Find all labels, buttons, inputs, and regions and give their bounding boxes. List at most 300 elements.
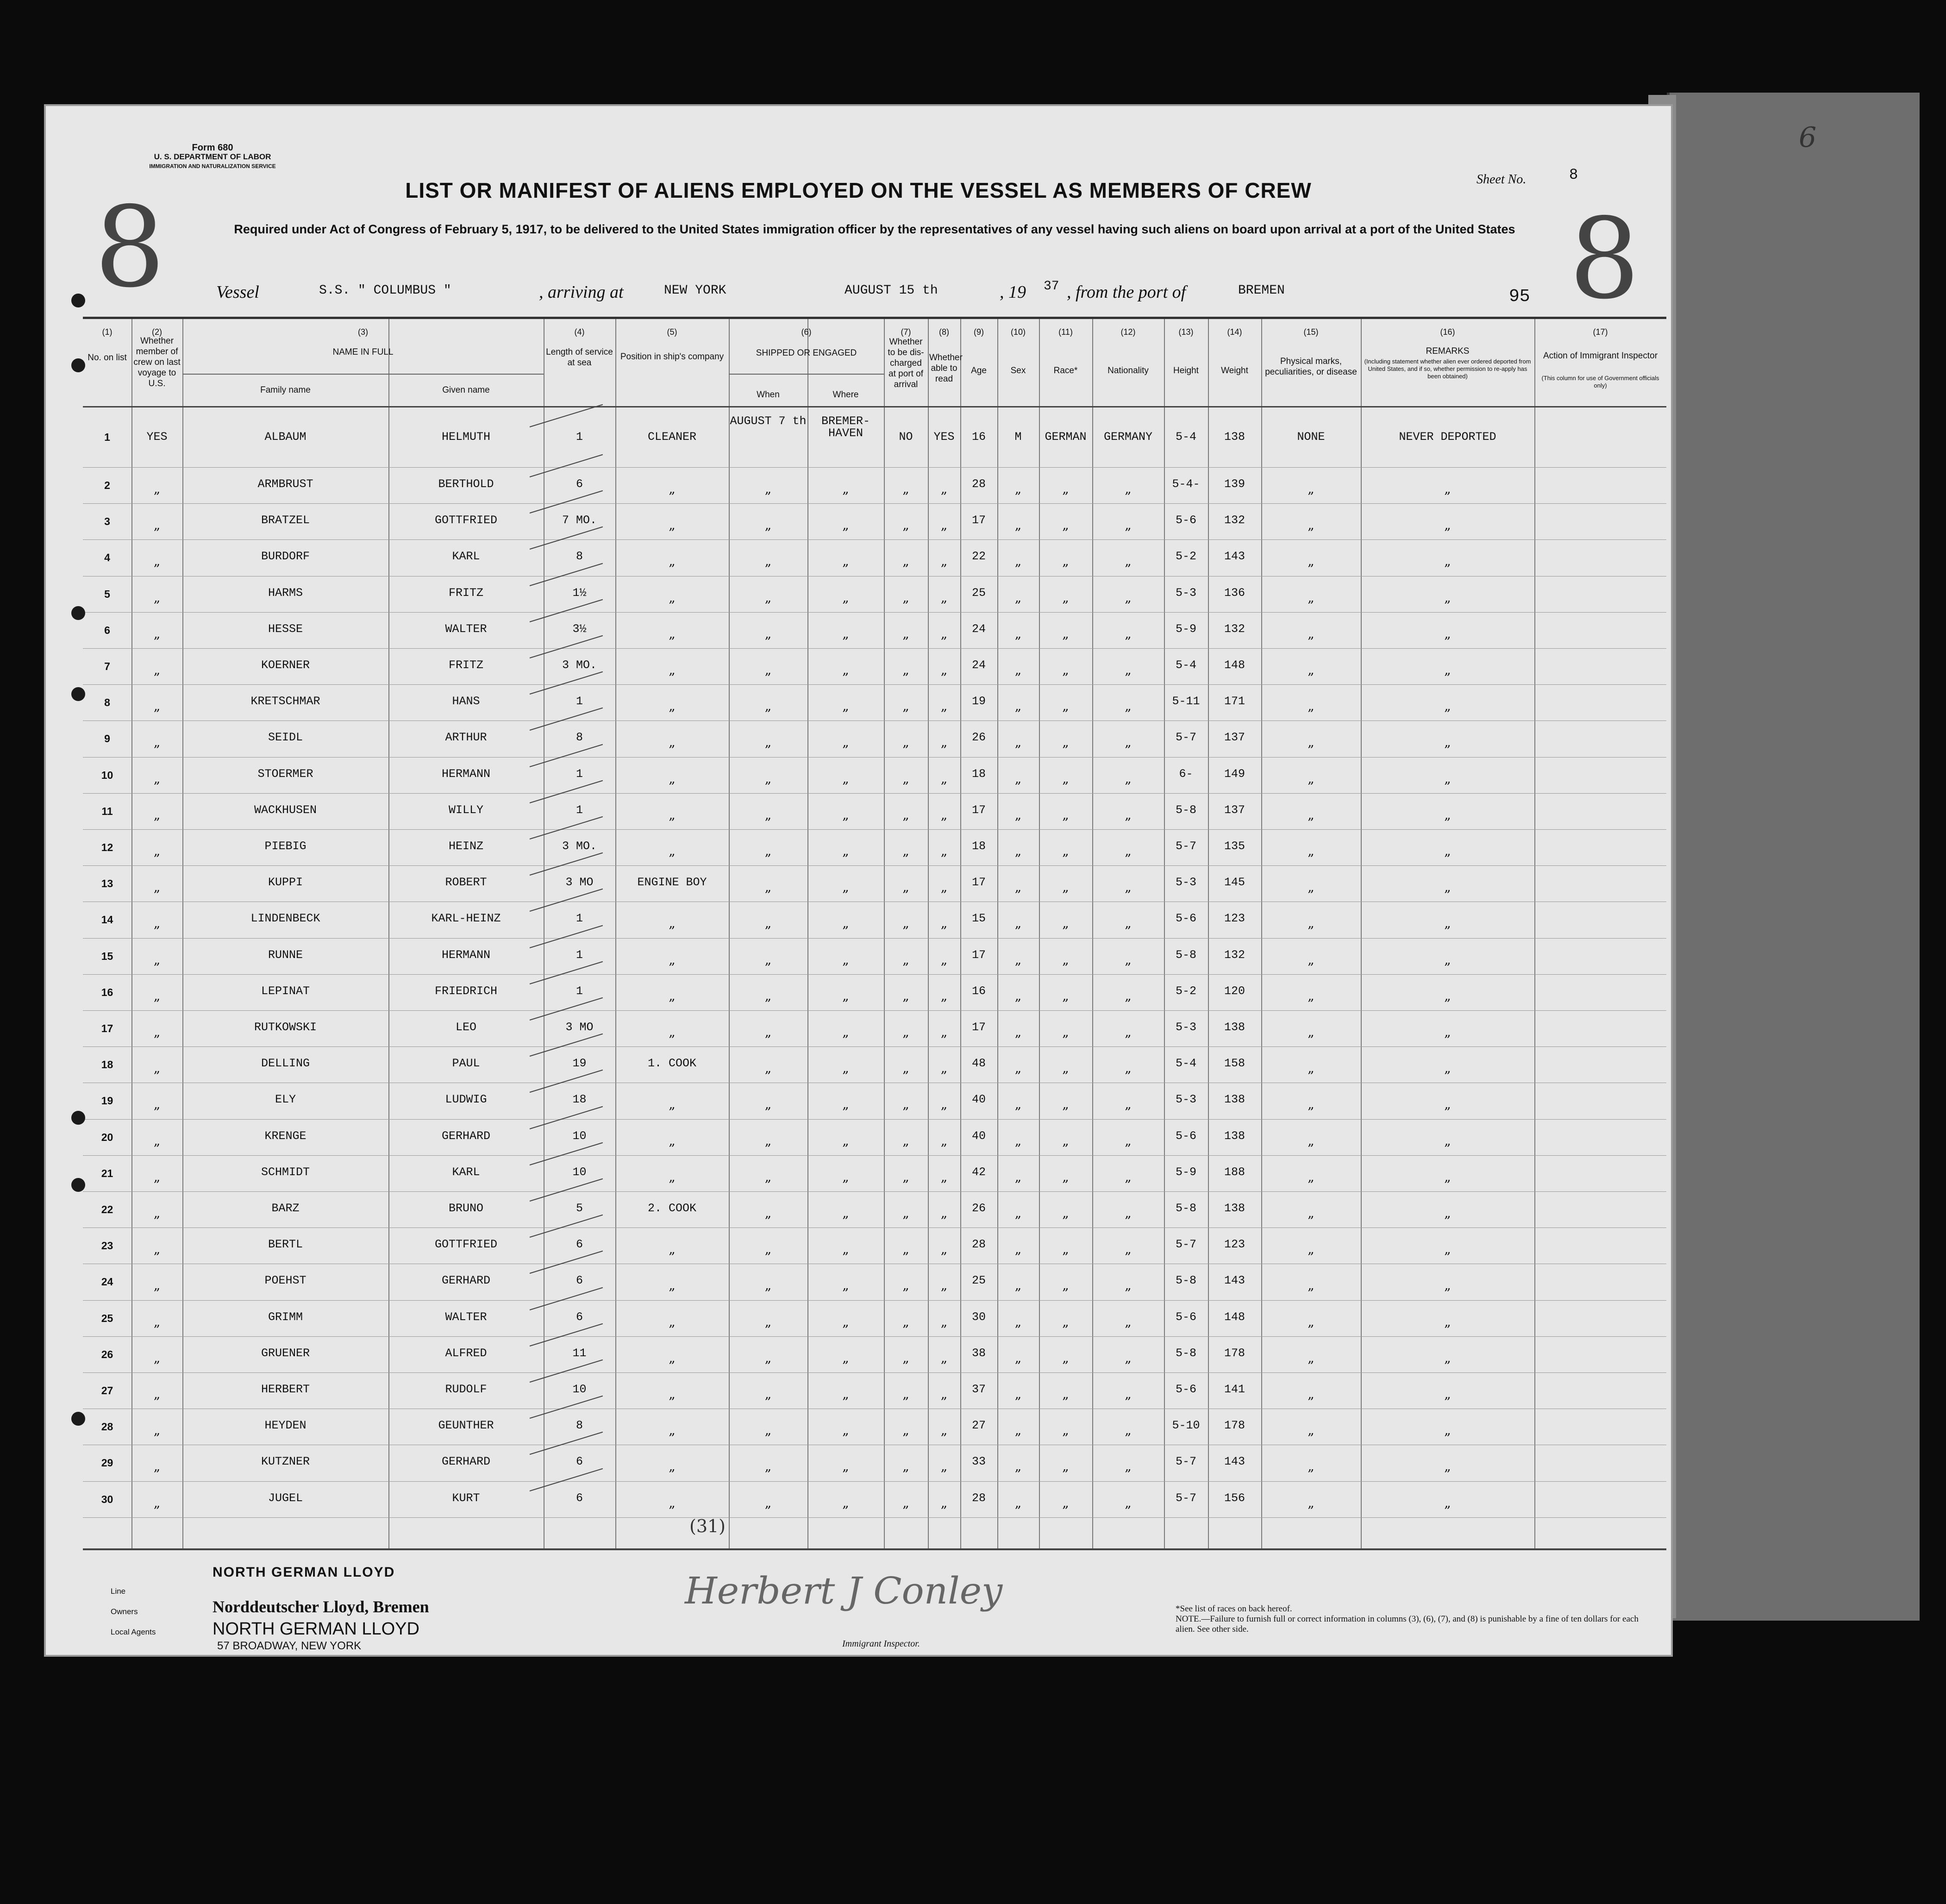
row-sex: „ <box>1014 1133 1022 1148</box>
row-discharged: „ <box>902 734 909 750</box>
row-nationality: „ <box>1125 1024 1132 1040</box>
row-able-to-read: „ <box>940 879 948 895</box>
row-physical-marks: „ <box>1308 1060 1314 1076</box>
row-last-voyage: „ <box>153 1133 161 1148</box>
row-position: ENGINE BOY <box>637 876 707 889</box>
row-position: „ <box>669 626 676 641</box>
row-weight: 137 <box>1224 731 1245 745</box>
table-row <box>83 902 1666 938</box>
row-number: 22 <box>101 1203 113 1215</box>
column-number: (16) <box>1440 327 1455 337</box>
row-sex: „ <box>1014 988 1022 1003</box>
owners-value: Norddeutscher Lloyd, Bremen <box>213 1597 429 1616</box>
row-weight: 148 <box>1224 658 1245 672</box>
row-discharged: „ <box>902 915 909 931</box>
row-family-name: ARMBRUST <box>257 477 313 491</box>
row-discharged: NO <box>899 430 913 444</box>
row-last-voyage: „ <box>153 517 161 533</box>
row-given-name: HERMANN <box>441 767 491 781</box>
row-age: 48 <box>971 1057 986 1071</box>
row-remarks: „ <box>1444 770 1451 786</box>
header-able-to-read: Whether able to read <box>929 353 963 384</box>
row-physical-marks: „ <box>1308 1459 1314 1474</box>
row-height: 6- <box>1179 767 1193 781</box>
header-discharged: Whether to be dis-charged at port of arrival <box>888 337 924 389</box>
row-nationality: „ <box>1125 734 1132 750</box>
row-physical-marks: „ <box>1308 1241 1314 1257</box>
row-position: „ <box>669 589 676 605</box>
row-able-to-read: „ <box>940 1024 948 1040</box>
row-race: „ <box>1062 662 1069 677</box>
row-shipped-where: „ <box>842 1495 849 1510</box>
row-age: 40 <box>971 1129 986 1143</box>
row-position: „ <box>669 988 676 1003</box>
row-nationality: „ <box>1125 1133 1132 1148</box>
row-number: 2 <box>104 479 110 491</box>
row-shipped-where: „ <box>842 698 849 714</box>
row-last-voyage: „ <box>153 1060 161 1076</box>
table-row <box>83 503 1666 539</box>
row-family-name: ALBAUM <box>264 430 307 444</box>
row-age: 42 <box>971 1165 986 1179</box>
row-age: 17 <box>971 948 986 962</box>
row-height: 5-6 <box>1175 514 1196 527</box>
row-family-name: KUTZNER <box>261 1455 310 1469</box>
row-nationality: „ <box>1125 1205 1132 1221</box>
row-height: 5-2 <box>1175 550 1196 564</box>
row-length-of-service: 10 <box>572 1383 587 1396</box>
row-shipped-where: „ <box>842 1169 849 1184</box>
row-discharged: „ <box>902 807 909 822</box>
row-given-name: KARL <box>452 1165 480 1179</box>
row-sex: „ <box>1014 1096 1022 1112</box>
row-shipped-when: „ <box>764 626 772 641</box>
row-height: 5-6 <box>1175 1383 1196 1396</box>
binder-hole <box>71 1178 85 1192</box>
header-nationality: Nationality <box>1108 366 1149 376</box>
row-number: 1 <box>104 431 110 443</box>
row-last-voyage: „ <box>153 553 161 569</box>
row-last-voyage: „ <box>153 770 161 786</box>
tally-slash <box>530 404 603 427</box>
row-remarks: „ <box>1444 1169 1451 1184</box>
row-last-voyage: „ <box>153 1314 161 1329</box>
row-family-name: RUNNE <box>268 948 303 962</box>
row-given-name: WALTER <box>445 622 487 636</box>
row-length-of-service: 1 <box>576 767 583 781</box>
row-sex: „ <box>1014 1241 1022 1257</box>
row-length-of-service: 10 <box>572 1129 587 1143</box>
row-given-name: PAUL <box>452 1057 480 1071</box>
row-weight: 171 <box>1224 695 1245 708</box>
row-number: 19 <box>101 1095 113 1107</box>
header-last-voyage: Whether member of crew on last voyage to U.S. <box>133 336 181 388</box>
row-shipped-when: „ <box>764 1024 772 1040</box>
row-given-name: LEO <box>455 1021 476 1034</box>
row-last-voyage: „ <box>153 626 161 641</box>
row-physical-marks: „ <box>1308 1278 1314 1293</box>
row-weight: 120 <box>1224 984 1245 998</box>
row-given-name: WALTER <box>445 1310 487 1324</box>
row-age: 33 <box>971 1455 986 1469</box>
row-race: „ <box>1062 1169 1069 1184</box>
row-age: 15 <box>971 912 986 926</box>
row-position: „ <box>669 807 676 822</box>
row-shipped-when: „ <box>764 1133 772 1148</box>
row-position: „ <box>669 1169 676 1184</box>
row-number: 25 <box>101 1312 113 1324</box>
row-shipped-when: „ <box>764 1495 772 1510</box>
row-length-of-service: 6 <box>576 477 583 491</box>
row-height: 5-7 <box>1175 1491 1196 1505</box>
row-given-name: GEUNTHER <box>438 1419 494 1433</box>
row-weight: 123 <box>1224 1238 1245 1252</box>
vessel-name: S.S. " COLUMBUS " <box>319 283 451 298</box>
row-physical-marks: „ <box>1308 952 1314 967</box>
row-length-of-service: 6 <box>576 1310 583 1324</box>
row-remarks: „ <box>1444 1096 1451 1112</box>
row-race: „ <box>1062 1495 1069 1510</box>
row-shipped-where: „ <box>842 1386 849 1402</box>
row-able-to-read: „ <box>940 1459 948 1474</box>
row-height: 5-8 <box>1175 803 1196 817</box>
row-discharged: „ <box>902 1060 909 1076</box>
table-row <box>83 793 1666 829</box>
row-given-name: GOTTFRIED <box>434 514 498 527</box>
row-number: 18 <box>101 1058 113 1071</box>
row-age: 24 <box>971 658 986 672</box>
row-remarks: „ <box>1444 1060 1451 1076</box>
header-name-in-full: NAME IN FULL <box>332 347 394 357</box>
row-weight: 138 <box>1224 1202 1245 1215</box>
row-family-name: SCHMIDT <box>261 1165 310 1179</box>
row-height: 5-9 <box>1175 1165 1196 1179</box>
row-remarks: „ <box>1444 553 1451 569</box>
footnote-block <box>1176 1604 1648 1635</box>
row-length-of-service: 6 <box>576 1238 583 1252</box>
row-given-name: KURT <box>452 1491 480 1505</box>
header-list-number: No. on list <box>88 353 127 363</box>
row-race: „ <box>1062 915 1069 931</box>
row-age: 26 <box>971 1202 986 1215</box>
row-last-voyage: „ <box>153 1241 161 1257</box>
row-discharged: „ <box>902 988 909 1003</box>
row-able-to-read: „ <box>940 807 948 822</box>
row-last-voyage: „ <box>153 1459 161 1474</box>
row-age: 24 <box>971 622 986 636</box>
row-given-name: GERHARD <box>441 1455 491 1469</box>
row-length-of-service: 8 <box>576 550 583 564</box>
row-nationality: „ <box>1125 1495 1132 1510</box>
arrival-year: 37 <box>1044 279 1059 294</box>
row-physical-marks: „ <box>1308 807 1314 822</box>
row-remarks: „ <box>1444 1495 1451 1510</box>
row-remarks: „ <box>1444 807 1451 822</box>
manifest-sheet <box>44 104 1673 1657</box>
row-position: „ <box>669 517 676 533</box>
row-family-name: GRIMM <box>268 1310 303 1324</box>
corner-pencil-mark: 6 <box>1799 121 1817 154</box>
row-last-voyage: „ <box>153 1024 161 1040</box>
row-sex: „ <box>1014 1422 1022 1438</box>
row-weight: 137 <box>1224 803 1245 817</box>
row-family-name: BURDORF <box>261 550 310 564</box>
row-shipped-where: „ <box>842 1314 849 1329</box>
row-physical-marks: „ <box>1308 698 1314 714</box>
column-number: (3) <box>358 327 368 337</box>
row-able-to-read: „ <box>940 1386 948 1402</box>
row-remarks: NEVER DEPORTED <box>1399 430 1496 444</box>
row-discharged: „ <box>902 1422 909 1438</box>
row-remarks: „ <box>1444 734 1451 750</box>
row-height: 5-11 <box>1172 695 1200 708</box>
row-nationality: „ <box>1125 517 1132 533</box>
row-given-name: FRITZ <box>448 658 483 672</box>
row-shipped-when: AUGUST 7 th <box>730 414 807 428</box>
row-height: 5-6 <box>1175 912 1196 926</box>
row-physical-marks: „ <box>1308 1422 1314 1438</box>
row-able-to-read: „ <box>940 1133 948 1148</box>
row-shipped-where: „ <box>842 626 849 641</box>
row-able-to-read: „ <box>940 770 948 786</box>
table-row <box>83 865 1666 902</box>
row-number: 13 <box>101 877 113 890</box>
row-discharged: „ <box>902 1314 909 1329</box>
row-last-voyage: „ <box>153 1278 161 1293</box>
row-shipped-when: „ <box>764 1169 772 1184</box>
row-last-voyage: „ <box>153 915 161 931</box>
row-last-voyage: „ <box>153 952 161 967</box>
row-remarks: „ <box>1444 1241 1451 1257</box>
row-physical-marks: „ <box>1308 1169 1314 1184</box>
row-number: 17 <box>101 1022 113 1034</box>
row-last-voyage: YES <box>146 430 168 444</box>
row-weight: 132 <box>1224 514 1245 527</box>
row-discharged: „ <box>902 1241 909 1257</box>
row-age: 16 <box>971 984 986 998</box>
row-shipped-where: „ <box>842 1422 849 1438</box>
row-discharged: „ <box>902 1024 909 1040</box>
row-weight: 143 <box>1224 1455 1245 1469</box>
row-shipped-when: „ <box>764 1386 772 1402</box>
row-shipped-when: „ <box>764 1060 772 1076</box>
page-subtitle: Required under Act of Congress of February 5, 1917, to be delivered to the United States immigration officer by the representatives of any vessel having such aliens on board upon arrival at a port of the United States <box>234 222 1515 236</box>
row-shipped-where: „ <box>842 1205 849 1221</box>
row-able-to-read: „ <box>940 1422 948 1438</box>
row-shipped-where: „ <box>842 879 849 895</box>
row-position: „ <box>669 662 676 677</box>
row-weight: 148 <box>1224 1310 1245 1324</box>
row-physical-marks: „ <box>1308 626 1314 641</box>
row-sex: „ <box>1014 517 1022 533</box>
column-number: (1) <box>102 327 113 337</box>
row-physical-marks: „ <box>1308 1205 1314 1221</box>
underlying-page <box>1667 93 1920 1621</box>
table-row <box>83 829 1666 865</box>
row-position: „ <box>669 698 676 714</box>
row-position: „ <box>669 1422 676 1438</box>
row-family-name: LEPINAT <box>261 984 310 998</box>
row-family-name: RUTKOWSKI <box>254 1021 317 1034</box>
row-remarks: „ <box>1444 1386 1451 1402</box>
row-number: 29 <box>101 1457 113 1469</box>
row-height: 5-6 <box>1175 1129 1196 1143</box>
row-remarks: „ <box>1444 879 1451 895</box>
row-shipped-where: „ <box>842 1060 849 1076</box>
table-row <box>83 757 1666 793</box>
row-remarks: „ <box>1444 1133 1451 1148</box>
row-race: „ <box>1062 952 1069 967</box>
row-height: 5-4 <box>1175 658 1196 672</box>
row-race: GERMAN <box>1045 430 1087 444</box>
row-remarks: „ <box>1444 1422 1451 1438</box>
row-race: „ <box>1062 1422 1069 1438</box>
row-height: 5-7 <box>1175 1238 1196 1252</box>
row-physical-marks: „ <box>1308 879 1314 895</box>
handwritten-sheet-mark-right: 8 <box>1569 194 1640 324</box>
row-discharged: „ <box>902 1096 909 1112</box>
row-sex: „ <box>1014 1350 1022 1365</box>
row-nationality: „ <box>1125 952 1132 967</box>
row-last-voyage: „ <box>153 879 161 895</box>
column-number: (4) <box>574 327 585 337</box>
row-physical-marks: „ <box>1308 553 1314 569</box>
row-age: 17 <box>971 514 986 527</box>
row-number: 24 <box>101 1276 113 1288</box>
row-given-name: HEINZ <box>448 839 483 853</box>
row-shipped-where: „ <box>842 1096 849 1112</box>
row-height: 5-9 <box>1175 622 1196 636</box>
header-sex: Sex <box>1010 366 1026 376</box>
row-length-of-service: 3 MO. <box>562 658 597 672</box>
row-race: „ <box>1062 734 1069 750</box>
row-length-of-service: 1 <box>576 984 583 998</box>
row-shipped-where: „ <box>842 843 849 858</box>
row-given-name: HANS <box>452 695 480 708</box>
row-age: 38 <box>971 1346 986 1360</box>
row-family-name: POEHST <box>264 1274 307 1288</box>
row-physical-marks: „ <box>1308 589 1314 605</box>
owners-label: Owners <box>111 1607 138 1616</box>
row-race: „ <box>1062 879 1069 895</box>
row-nationality: „ <box>1125 626 1132 641</box>
row-height: 5-3 <box>1175 586 1196 600</box>
row-weight: 143 <box>1224 550 1245 564</box>
row-weight: 141 <box>1224 1383 1245 1396</box>
row-remarks: „ <box>1444 481 1451 496</box>
row-weight: 136 <box>1224 586 1245 600</box>
row-nationality: „ <box>1125 915 1132 931</box>
row-number: 28 <box>101 1421 113 1433</box>
header-age: Age <box>971 366 987 376</box>
row-height: 5-3 <box>1175 1021 1196 1034</box>
row-physical-marks: „ <box>1308 1495 1314 1510</box>
row-shipped-where: „ <box>842 553 849 569</box>
row-remarks: „ <box>1444 1459 1451 1474</box>
agents-value: NORTH GERMAN LLOYD <box>213 1619 419 1639</box>
row-height: 5-10 <box>1172 1419 1200 1433</box>
row-age: 37 <box>971 1383 986 1396</box>
row-shipped-where: „ <box>842 952 849 967</box>
row-given-name: FRIEDRICH <box>434 984 498 998</box>
row-able-to-read: „ <box>940 1096 948 1112</box>
column-number: (11) <box>1058 327 1073 337</box>
row-shipped-when: „ <box>764 807 772 822</box>
row-physical-marks: „ <box>1308 988 1314 1003</box>
row-sex: „ <box>1014 1169 1022 1184</box>
column-number: (14) <box>1227 327 1242 337</box>
row-age: 19 <box>971 695 986 708</box>
line-label: Line <box>111 1587 126 1596</box>
row-height: 5-7 <box>1175 1455 1196 1469</box>
row-remarks: „ <box>1444 843 1451 858</box>
row-able-to-read: „ <box>940 553 948 569</box>
row-weight: 138 <box>1224 1129 1245 1143</box>
row-shipped-where: „ <box>842 1024 849 1040</box>
row-able-to-read: „ <box>940 589 948 605</box>
row-age: 22 <box>971 550 986 564</box>
row-weight: 132 <box>1224 622 1245 636</box>
row-length-of-service: 19 <box>572 1057 587 1071</box>
row-able-to-read: „ <box>940 698 948 714</box>
row-sex: „ <box>1014 770 1022 786</box>
arriving-label: , arriving at <box>539 282 624 302</box>
row-sex: „ <box>1014 879 1022 895</box>
row-remarks: „ <box>1444 589 1451 605</box>
row-family-name: BARZ <box>271 1202 300 1215</box>
agents-address: 57 BROADWAY, NEW YORK <box>217 1640 362 1652</box>
row-shipped-where: „ <box>842 662 849 677</box>
row-length-of-service: 3 MO <box>565 876 594 889</box>
row-position: „ <box>669 1314 676 1329</box>
row-race: „ <box>1062 1459 1069 1474</box>
row-shipped-when: „ <box>764 734 772 750</box>
row-race: „ <box>1062 1096 1069 1112</box>
form-number: Form 680 <box>192 143 233 153</box>
row-length-of-service: 1 <box>576 430 583 444</box>
crew-table <box>83 317 1666 1550</box>
header-shipped-when: When <box>757 390 780 400</box>
form-identifier <box>115 143 310 171</box>
row-shipped-where: „ <box>842 734 849 750</box>
row-given-name: BRUNO <box>448 1202 483 1215</box>
row-able-to-read: „ <box>940 1205 948 1221</box>
table-row <box>83 1155 1666 1191</box>
row-shipped-where: „ <box>842 1241 849 1257</box>
row-last-voyage: „ <box>153 1096 161 1112</box>
row-age: 17 <box>971 1021 986 1034</box>
binder-hole <box>71 606 85 620</box>
row-physical-marks: „ <box>1308 1133 1314 1148</box>
header-shipped-or-engaged: SHIPPED OR ENGAGED <box>756 348 857 358</box>
row-remarks: „ <box>1444 1278 1451 1293</box>
header-weight: Weight <box>1221 366 1248 376</box>
row-age: 28 <box>971 477 986 491</box>
row-weight: 158 <box>1224 1057 1245 1071</box>
row-last-voyage: „ <box>153 734 161 750</box>
header-physical-marks: Physical marks, peculiarities, or disease <box>1265 357 1357 377</box>
service-name: IMMIGRATION AND NATURALIZATION SERVICE <box>149 163 276 169</box>
row-shipped-when: „ <box>764 553 772 569</box>
row-number: 26 <box>101 1348 113 1360</box>
row-sex: „ <box>1014 1314 1022 1329</box>
row-age: 30 <box>971 1310 986 1324</box>
header-given-name: Given name <box>442 385 490 395</box>
row-length-of-service: 6 <box>576 1491 583 1505</box>
header-inspector-note: (This column for use of Government officials only) <box>1541 375 1659 389</box>
arriving-port: NEW YORK <box>664 283 726 298</box>
row-given-name: KARL <box>452 550 480 564</box>
